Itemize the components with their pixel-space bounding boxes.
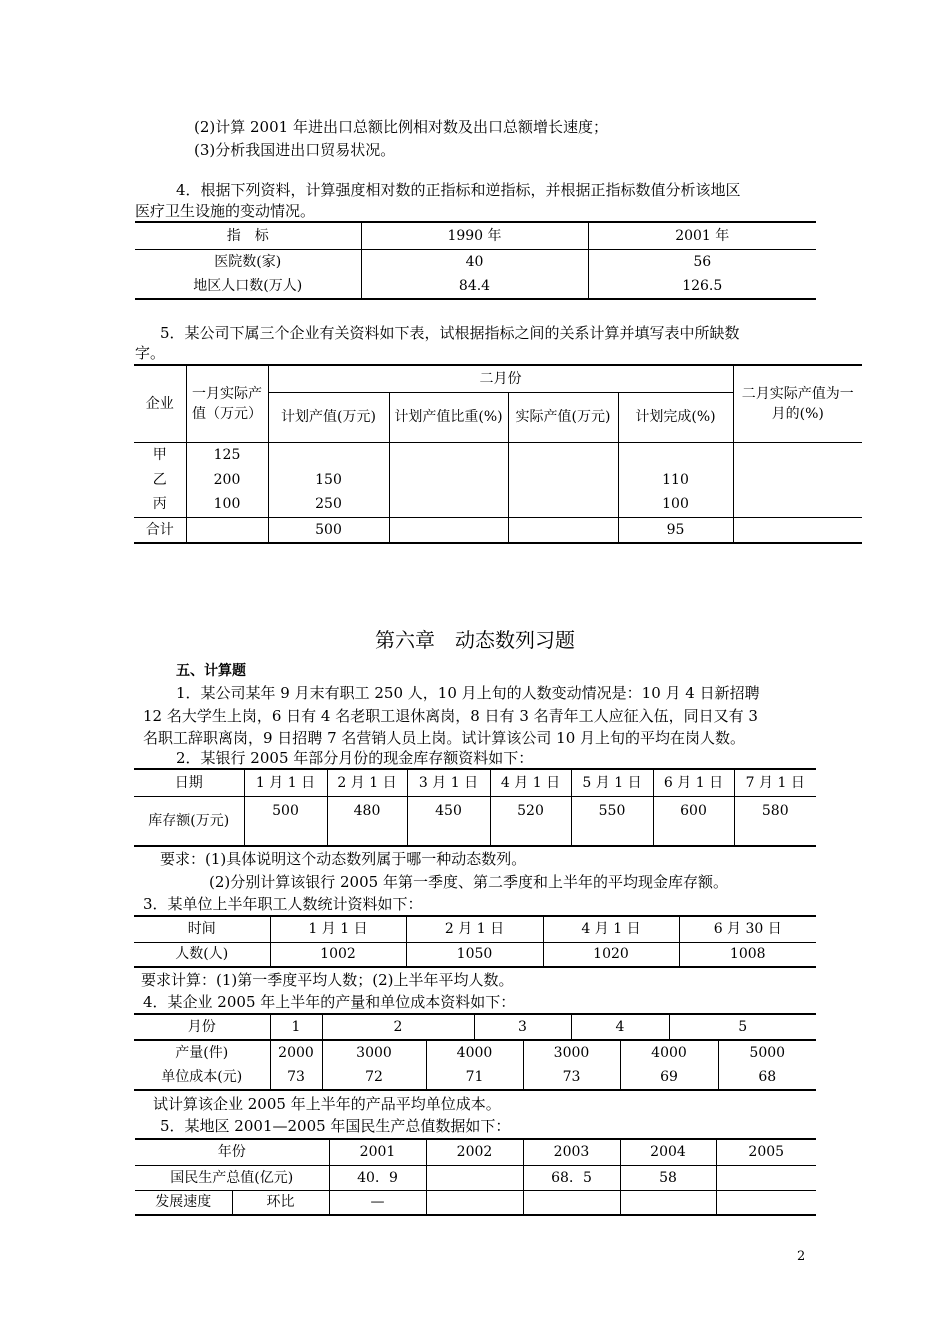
table-cell: 4000 xyxy=(426,1040,523,1065)
table-cell: 450 xyxy=(407,796,490,846)
table-cell: 4000 xyxy=(620,1040,718,1065)
table-cell: 480 xyxy=(327,796,407,846)
row-label: 国民生产总值(亿元) xyxy=(170,1169,294,1186)
section-heading: 五、计算题 xyxy=(176,663,246,679)
requirement-text: 要求：(1)具体说明这个动态数列属于哪一种动态数列。 xyxy=(160,850,527,868)
row-label: 产量(件) xyxy=(175,1044,229,1061)
table-cell: — xyxy=(329,1190,426,1215)
table-cell: 56 xyxy=(588,249,816,274)
header-cell: 4 月 1 日 xyxy=(490,769,571,796)
question-text: 3．某单位上半年职工人数统计资料如下： xyxy=(143,895,423,913)
requirement-text: 试计算该企业 2005 年上半年的产品平均单位成本。 xyxy=(153,1095,501,1113)
table-cell xyxy=(733,517,862,543)
table-cell xyxy=(186,517,268,543)
header-ratio: 二月实际产值为一月的(%) xyxy=(733,365,862,442)
table-cell: 580 xyxy=(734,796,816,846)
header-company: 企业 xyxy=(134,365,186,442)
header-cell: 3 xyxy=(474,1014,571,1040)
table-cell: 500 xyxy=(244,796,327,846)
table-cell xyxy=(620,1190,716,1215)
table-cell xyxy=(508,442,618,467)
header-february: 二月份 xyxy=(268,365,733,392)
header-cell: 年份 xyxy=(217,1144,246,1161)
header-actual-output: 实际产值(万元) xyxy=(508,392,618,442)
table-cell: 126.5 xyxy=(588,274,816,299)
requirement-text: 要求计算：(1)第一季度平均人数；(2)上半年平均人数。 xyxy=(141,971,514,989)
table-cell xyxy=(733,442,862,467)
question-text: 2．某银行 2005 年部分月份的现金库存额资料如下： xyxy=(176,749,534,767)
header-cell: 5 xyxy=(669,1014,816,1040)
question-text: 4．根据下列资料，计算强度相对数的正指标和逆指标，并根据正指标数值分析该地区 xyxy=(176,181,741,199)
header-cell: 5 月 1 日 xyxy=(571,769,653,796)
header-cell: 4 xyxy=(571,1014,669,1040)
table-cell xyxy=(389,442,508,467)
row-label: 发展速度 xyxy=(155,1194,212,1211)
chapter-title: 第六章 动态数列习题 xyxy=(375,628,575,652)
table-cell: 2000 xyxy=(270,1040,322,1065)
header-cell: 2001 xyxy=(329,1139,426,1165)
header-cell: 3 月 1 日 xyxy=(407,769,490,796)
question-text: 5．某地区 2001—2005 年国民生产总值数据如下： xyxy=(160,1117,511,1135)
question-text: 字。 xyxy=(135,344,166,362)
header-cell: 2004 xyxy=(620,1139,716,1165)
header-cell: 月份 xyxy=(187,1019,216,1035)
table-cell xyxy=(618,442,733,467)
row-label: 乙 xyxy=(152,471,167,488)
text-line: (2)计算 2001 年进出口总额比例相对数及出口总额增长速度； xyxy=(194,118,608,136)
gnp-table xyxy=(135,1138,816,1216)
table-cell: 500 xyxy=(268,517,389,543)
header-cell: 1 月 1 日 xyxy=(244,769,327,796)
text-line: (3)分析我国进出口贸易状况。 xyxy=(194,141,396,159)
table-cell: 40．9 xyxy=(329,1165,426,1190)
header-cell: 2 月 1 日 xyxy=(406,916,543,942)
row-label-total: 合计 xyxy=(145,521,174,538)
hospital-table xyxy=(135,221,816,300)
row-label: 单位成本(元) xyxy=(161,1069,243,1085)
table-cell: 600 xyxy=(653,796,734,846)
question-text: 5．某公司下属三个企业有关资料如下表，试根据指标之间的关系计算并填写表中所缺数 xyxy=(160,324,740,342)
table-cell xyxy=(508,517,618,543)
header-cell: 2005 xyxy=(716,1139,816,1165)
header-cell: 日期 xyxy=(174,774,203,791)
production-cost-table-body xyxy=(134,1040,816,1091)
row-label: 医院数(家) xyxy=(214,253,282,270)
header-cell: 2003 xyxy=(523,1139,620,1165)
table-cell: 1008 xyxy=(679,942,816,967)
header-plan-output: 计划产值(万元) xyxy=(268,392,389,442)
table-cell: 3000 xyxy=(523,1040,620,1065)
question-text: 名职工辞职离岗，9 日招聘 7 名营销人员上岗。试计算该公司 10 月上旬的平均在岗人数。 xyxy=(143,729,746,747)
table-cell xyxy=(716,1165,816,1190)
question-text: 4．某企业 2005 年上半年的产量和单位成本资料如下： xyxy=(143,993,516,1011)
question-text: 1．某公司某年 9 月末有职工 250 人，10 月上旬的人数变动情况是：10 月 4 日新招聘 xyxy=(176,684,760,702)
header-cell: 1 月 1 日 xyxy=(270,916,406,942)
table-cell xyxy=(523,1190,620,1215)
header-cell: 2001 年 xyxy=(588,222,816,249)
table-cell: 72 xyxy=(322,1065,426,1090)
table-cell: 68 xyxy=(718,1065,816,1090)
row-label: 库存额(万元) xyxy=(148,812,230,829)
question-text: 医疗卫生设施的变动情况。 xyxy=(135,202,316,220)
table-cell xyxy=(389,517,508,543)
table-cell: 125 xyxy=(186,442,268,467)
table-cell: 69 xyxy=(620,1065,718,1090)
row-label: 地区人口数(万人) xyxy=(193,278,303,294)
table-cell: 110 xyxy=(618,467,733,492)
table-cell: 73 xyxy=(523,1065,620,1090)
header-cell: 2 xyxy=(322,1014,474,1040)
header-cell: 1990 年 xyxy=(361,222,588,249)
production-cost-table xyxy=(134,1013,816,1041)
table-cell: 40 xyxy=(361,249,588,274)
table-cell: 1020 xyxy=(543,942,679,967)
header-cell: 指 标 xyxy=(226,227,269,244)
table-cell: 550 xyxy=(571,796,653,846)
header-completion: 计划完成(%) xyxy=(618,392,733,442)
header-cell: 6 月 1 日 xyxy=(653,769,734,796)
table-cell: 250 xyxy=(268,492,389,517)
header-cell: 时间 xyxy=(187,921,216,938)
header-cell: 4 月 1 日 xyxy=(543,916,679,942)
table-cell: 73 xyxy=(270,1065,322,1090)
row-sublabel: 环比 xyxy=(232,1190,329,1215)
table-cell xyxy=(733,467,862,492)
table-cell: 1002 xyxy=(270,942,406,967)
table-cell: 5000 xyxy=(718,1040,816,1065)
header-cell: 6 月 30 日 xyxy=(679,916,816,942)
table-cell xyxy=(268,442,389,467)
table-cell xyxy=(389,492,508,517)
company-output-table xyxy=(134,364,862,544)
table-cell: 200 xyxy=(186,467,268,492)
table-cell: 100 xyxy=(186,492,268,517)
cash-inventory-table xyxy=(134,768,816,847)
table-cell: 71 xyxy=(426,1065,523,1090)
table-cell xyxy=(426,1165,523,1190)
table-cell: 1050 xyxy=(406,942,543,967)
header-cell: 1 xyxy=(270,1014,322,1040)
table-cell xyxy=(508,492,618,517)
table-cell: 100 xyxy=(618,492,733,517)
row-label: 丙 xyxy=(152,496,167,513)
table-cell xyxy=(426,1190,523,1215)
header-plan-share: 计划产值比重(%) xyxy=(389,392,508,442)
page-number: 2 xyxy=(797,1249,806,1264)
header-jan-output: 一月实际产值（万元） xyxy=(186,365,268,442)
table-cell: 58 xyxy=(620,1165,716,1190)
table-cell: 84.4 xyxy=(361,274,588,299)
table-cell xyxy=(389,467,508,492)
table-cell: 520 xyxy=(490,796,571,846)
row-label: 人数(人) xyxy=(175,946,229,963)
headcount-table xyxy=(134,915,816,968)
table-cell xyxy=(733,492,862,517)
table-cell: 3000 xyxy=(322,1040,426,1065)
table-cell: 95 xyxy=(618,517,733,543)
table-cell xyxy=(508,467,618,492)
requirement-text: (2)分别计算该银行 2005 年第一季度、第二季度和上半年的平均现金库存额。 xyxy=(209,873,728,891)
question-text: 12 名大学生上岗，6 日有 4 名老职工退休离岗，8 日有 3 名青年工人应征入伍，同日又有 3 xyxy=(143,707,758,725)
header-cell: 7 月 1 日 xyxy=(734,769,816,796)
table-cell xyxy=(716,1190,816,1215)
table-cell: 68．5 xyxy=(523,1165,620,1190)
table-cell: 150 xyxy=(268,467,389,492)
header-cell: 2 月 1 日 xyxy=(327,769,407,796)
row-label: 甲 xyxy=(152,446,167,463)
header-cell: 2002 xyxy=(426,1139,523,1165)
